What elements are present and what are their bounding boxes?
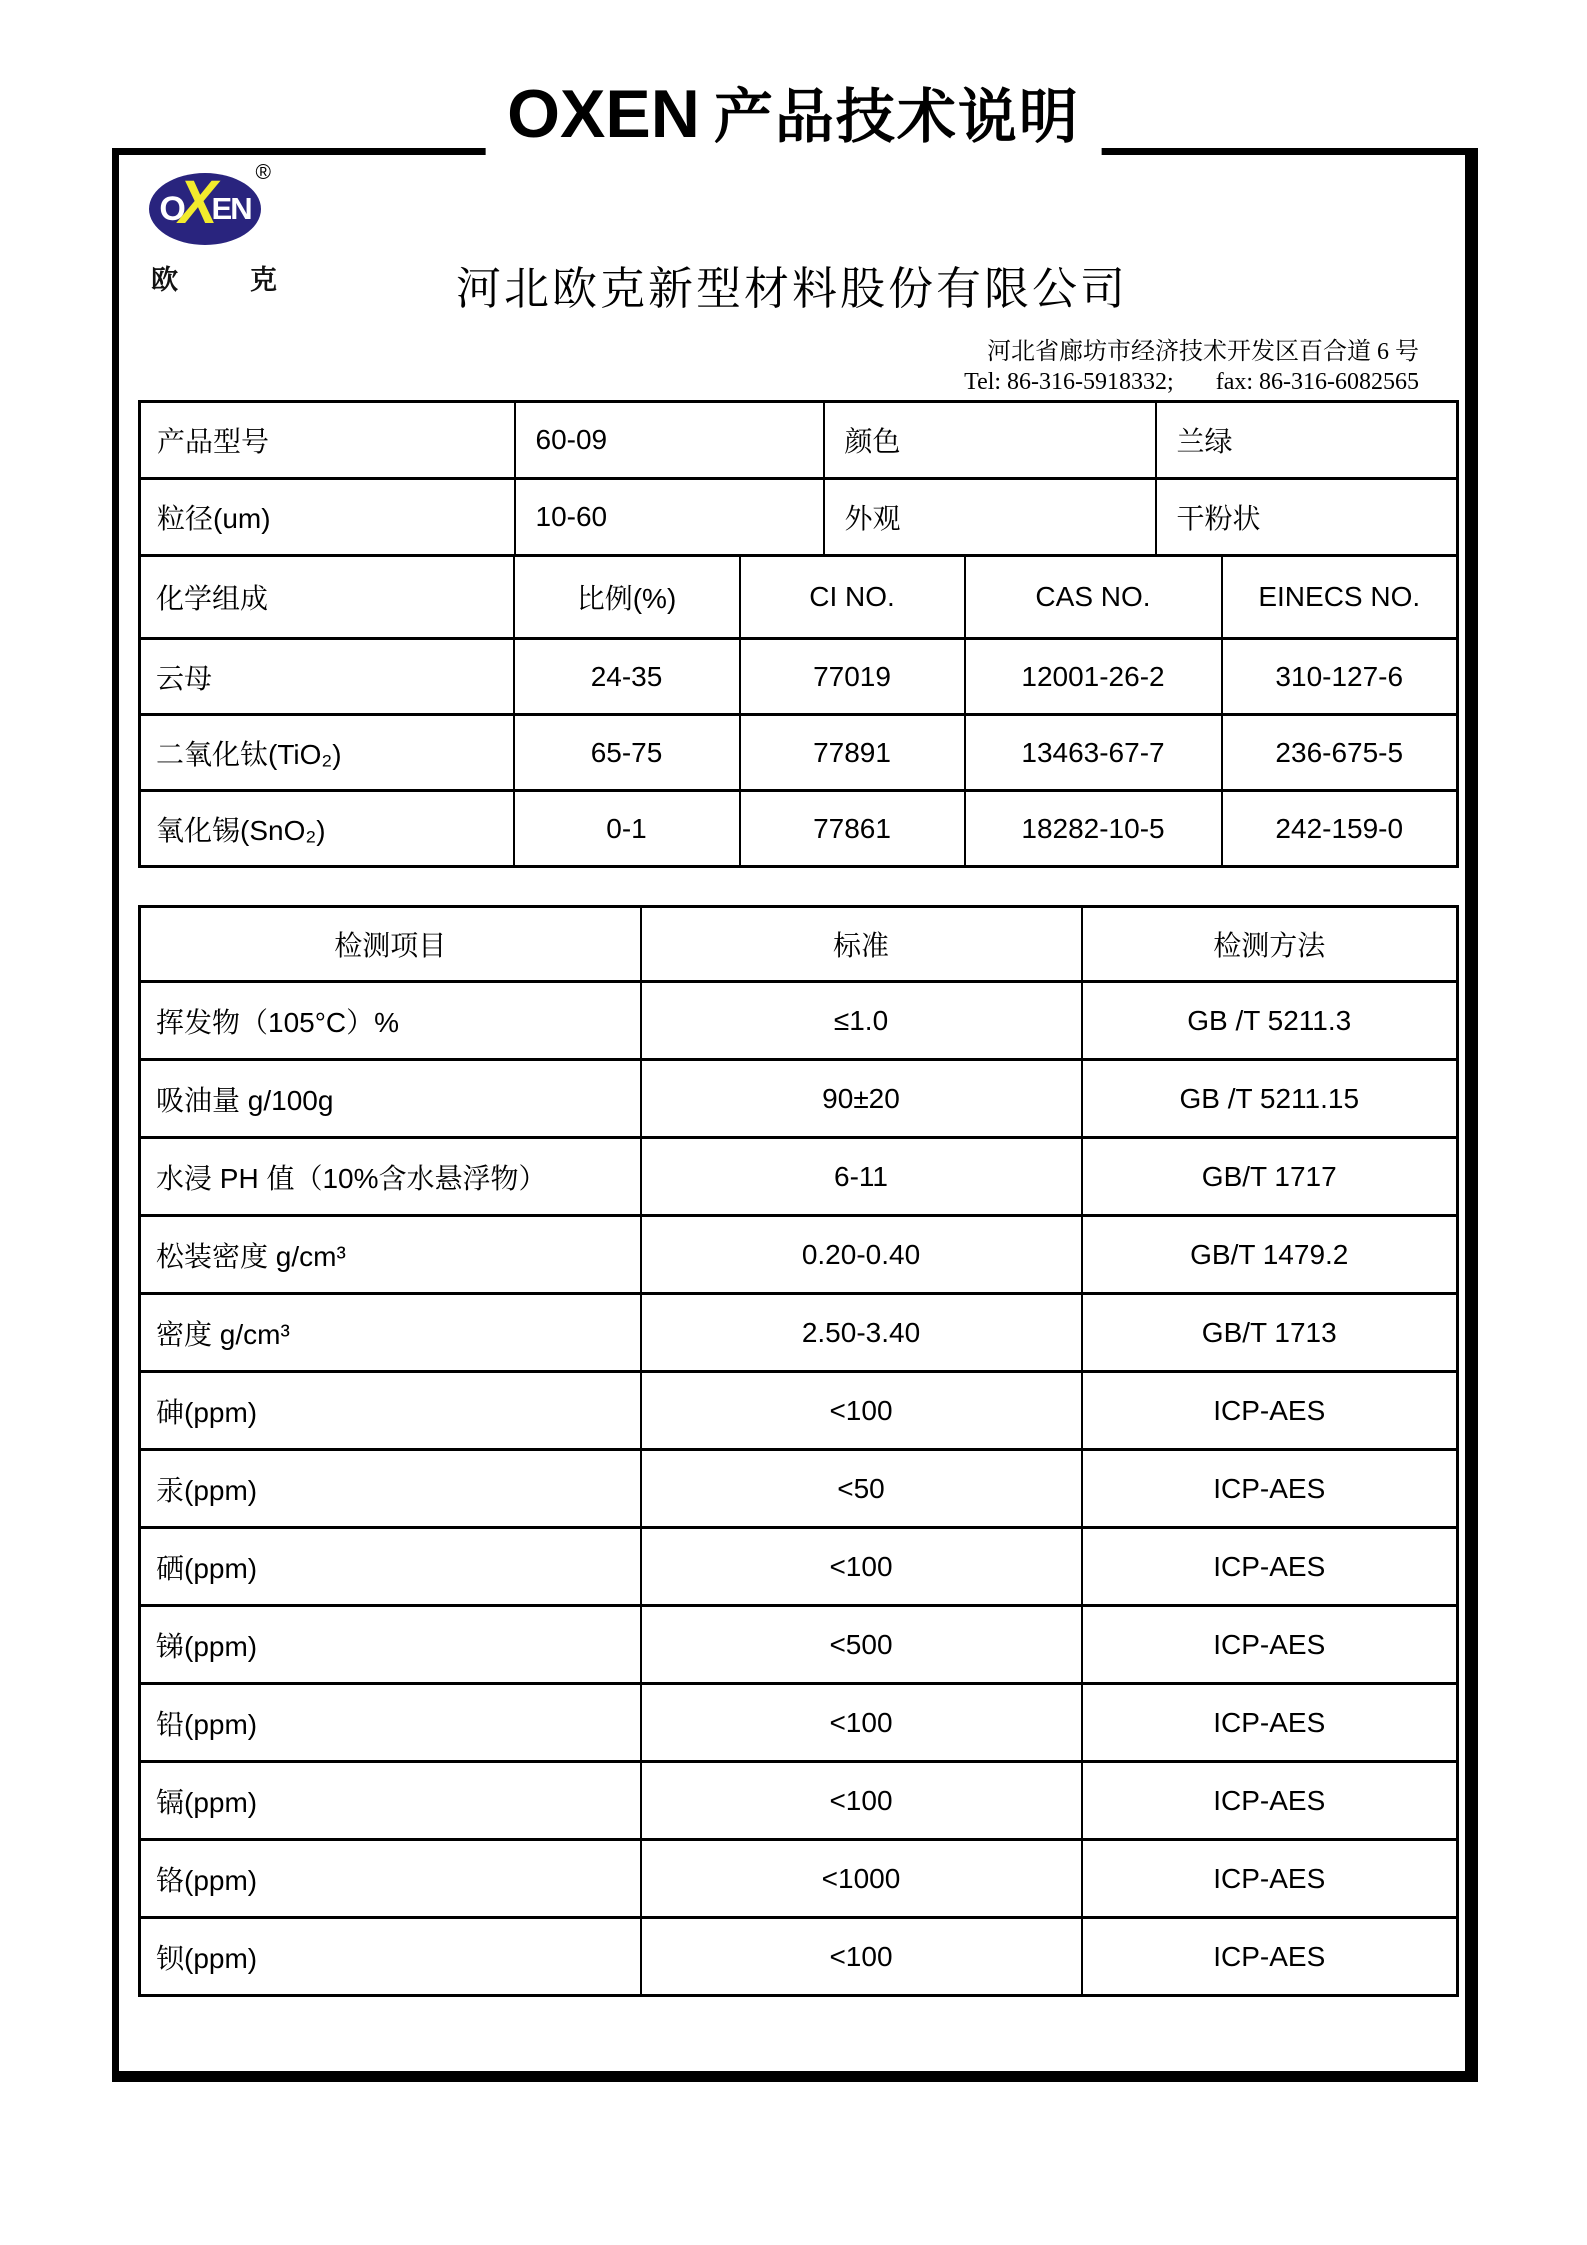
table-row bbox=[140, 982, 1458, 1060]
test-method-cell: GB /T 5211.15 bbox=[1082, 1060, 1458, 1138]
test-standard-cell: <100 bbox=[641, 1684, 1082, 1762]
test-method-cell: ICP-AES bbox=[1082, 1372, 1458, 1450]
table-header-row bbox=[140, 556, 1458, 639]
logo-star-x-icon: X bbox=[178, 167, 218, 237]
einecs-cell: 236-675-5 bbox=[1222, 715, 1458, 791]
test-standard-cell: <1000 bbox=[641, 1840, 1082, 1918]
component-name-cell: 氧化锡(SnO₂) bbox=[140, 791, 514, 867]
table-row bbox=[140, 1450, 1458, 1528]
table-header-row bbox=[140, 907, 1458, 982]
component-name-cell: 云母 bbox=[140, 639, 514, 715]
test-item-cell: 砷(ppm) bbox=[140, 1372, 641, 1450]
composition-table bbox=[138, 554, 1459, 868]
table-row bbox=[140, 1684, 1458, 1762]
company-name: 河北欧克新型材料股份有限公司 bbox=[455, 264, 1128, 314]
test-method-cell: ICP-AES bbox=[1082, 1450, 1458, 1528]
test-method-cell: ICP-AES bbox=[1082, 1606, 1458, 1684]
info-value-cell: 干粉状 bbox=[1156, 479, 1458, 556]
component-name-cell: 二氧化钛(TiO₂) bbox=[140, 715, 514, 791]
test-item-cell: 铬(ppm) bbox=[140, 1840, 641, 1918]
table-row bbox=[140, 715, 1458, 791]
page-title bbox=[485, 76, 1102, 174]
test-item-cell: 吸油量 g/100g bbox=[140, 1060, 641, 1138]
test-item-cell: 汞(ppm) bbox=[140, 1450, 641, 1528]
column-header: CAS NO. bbox=[965, 556, 1222, 639]
test-standard-cell: 6-11 bbox=[641, 1138, 1082, 1216]
test-item-cell: 水浸 PH 值（10%含水悬浮物） bbox=[140, 1138, 641, 1216]
test-standard-cell: <100 bbox=[641, 1528, 1082, 1606]
table-row bbox=[140, 1528, 1458, 1606]
page-frame bbox=[112, 148, 1478, 2082]
test-item-cell: 铅(ppm) bbox=[140, 1684, 641, 1762]
einecs-cell: 310-127-6 bbox=[1222, 639, 1458, 715]
test-standard-cell: 90±20 bbox=[641, 1060, 1082, 1138]
info-label-cell: 外观 bbox=[824, 479, 1156, 556]
ci-cell: 77861 bbox=[740, 791, 965, 867]
test-item-cell: 锑(ppm) bbox=[140, 1606, 641, 1684]
test-item-cell: 镉(ppm) bbox=[140, 1762, 641, 1840]
table-row bbox=[140, 1762, 1458, 1840]
column-header: 标准 bbox=[641, 907, 1082, 982]
ci-cell: 77019 bbox=[740, 639, 965, 715]
logo-caption-char-left: 欧 bbox=[151, 265, 178, 295]
einecs-cell: 242-159-0 bbox=[1222, 791, 1458, 867]
ratio-cell: 24-35 bbox=[514, 639, 740, 715]
ratio-cell: 65-75 bbox=[514, 715, 740, 791]
test-item-cell: 密度 g/cm³ bbox=[140, 1294, 641, 1372]
cas-cell: 18282-10-5 bbox=[965, 791, 1222, 867]
test-method-cell: ICP-AES bbox=[1082, 1840, 1458, 1918]
table-row bbox=[140, 1294, 1458, 1372]
test-standard-cell: <100 bbox=[641, 1372, 1082, 1450]
test-method-cell: GB /T 5211.3 bbox=[1082, 982, 1458, 1060]
column-header: 检测项目 bbox=[140, 907, 641, 982]
info-value-cell: 兰绿 bbox=[1156, 402, 1458, 479]
column-header: EINECS NO. bbox=[1222, 556, 1458, 639]
table-row bbox=[140, 1918, 1458, 1996]
test-method-cell: ICP-AES bbox=[1082, 1684, 1458, 1762]
info-label-cell: 颜色 bbox=[824, 402, 1156, 479]
test-method-cell: ICP-AES bbox=[1082, 1528, 1458, 1606]
company-tel: Tel: 86-316-5918332; bbox=[964, 369, 1174, 395]
info-label-cell: 粒径(um) bbox=[140, 479, 515, 556]
test-item-cell: 挥发物（105°C）% bbox=[140, 982, 641, 1060]
info-value-cell: 60-09 bbox=[515, 402, 824, 479]
table-row bbox=[140, 1060, 1458, 1138]
test-item-cell: 松装密度 g/cm³ bbox=[140, 1216, 641, 1294]
page-title-text: 产品技术说明 bbox=[713, 84, 1080, 150]
table-row bbox=[140, 1840, 1458, 1918]
company-fax: fax: 86-316-6082565 bbox=[1215, 369, 1419, 395]
test-standard-cell: <100 bbox=[641, 1762, 1082, 1840]
product-info-table bbox=[138, 400, 1459, 557]
test-standards-table bbox=[138, 905, 1459, 1997]
test-method-cell: GB/T 1717 bbox=[1082, 1138, 1458, 1216]
company-address-block bbox=[964, 337, 1419, 397]
test-item-cell: 钡(ppm) bbox=[140, 1918, 641, 1996]
logo-letters-en: EN bbox=[211, 191, 251, 226]
info-value-cell: 10-60 bbox=[515, 479, 824, 556]
oxen-logo-oval-icon bbox=[149, 161, 271, 245]
table-row bbox=[140, 639, 1458, 715]
logo-caption-char-right: 克 bbox=[250, 265, 277, 295]
test-method-cell: GB/T 1479.2 bbox=[1082, 1216, 1458, 1294]
page-title-brand: OXEN bbox=[507, 76, 700, 152]
test-standard-cell: 0.20-0.40 bbox=[641, 1216, 1082, 1294]
test-method-cell: ICP-AES bbox=[1082, 1918, 1458, 1996]
test-standard-cell: 2.50-3.40 bbox=[641, 1294, 1082, 1372]
registered-trademark-icon: ® bbox=[255, 161, 271, 184]
test-standard-cell: ≤1.0 bbox=[641, 982, 1082, 1060]
test-standard-cell: <100 bbox=[641, 1918, 1082, 1996]
column-header: 比例(%) bbox=[514, 556, 740, 639]
test-item-cell: 硒(ppm) bbox=[140, 1528, 641, 1606]
info-label-cell: 产品型号 bbox=[140, 402, 515, 479]
column-header: 化学组成 bbox=[140, 556, 514, 639]
table-row bbox=[140, 1216, 1458, 1294]
test-standard-cell: <50 bbox=[641, 1450, 1082, 1528]
ratio-cell: 0-1 bbox=[514, 791, 740, 867]
table-row bbox=[140, 479, 1458, 556]
column-header: CI NO. bbox=[740, 556, 965, 639]
table-row bbox=[140, 1606, 1458, 1684]
test-method-cell: GB/T 1713 bbox=[1082, 1294, 1458, 1372]
table-row bbox=[140, 791, 1458, 867]
cas-cell: 12001-26-2 bbox=[965, 639, 1222, 715]
company-address: 河北省廊坊市经济技术开发区百合道 6 号 bbox=[987, 339, 1419, 365]
test-standard-cell: <500 bbox=[641, 1606, 1082, 1684]
table-row bbox=[140, 1138, 1458, 1216]
table-row bbox=[140, 1372, 1458, 1450]
test-method-cell: ICP-AES bbox=[1082, 1762, 1458, 1840]
table-row bbox=[140, 402, 1458, 479]
company-contacts bbox=[964, 367, 1419, 397]
ci-cell: 77891 bbox=[740, 715, 965, 791]
cas-cell: 13463-67-7 bbox=[965, 715, 1222, 791]
logo-letter-o: O bbox=[159, 189, 185, 228]
column-header: 检测方法 bbox=[1082, 907, 1458, 982]
